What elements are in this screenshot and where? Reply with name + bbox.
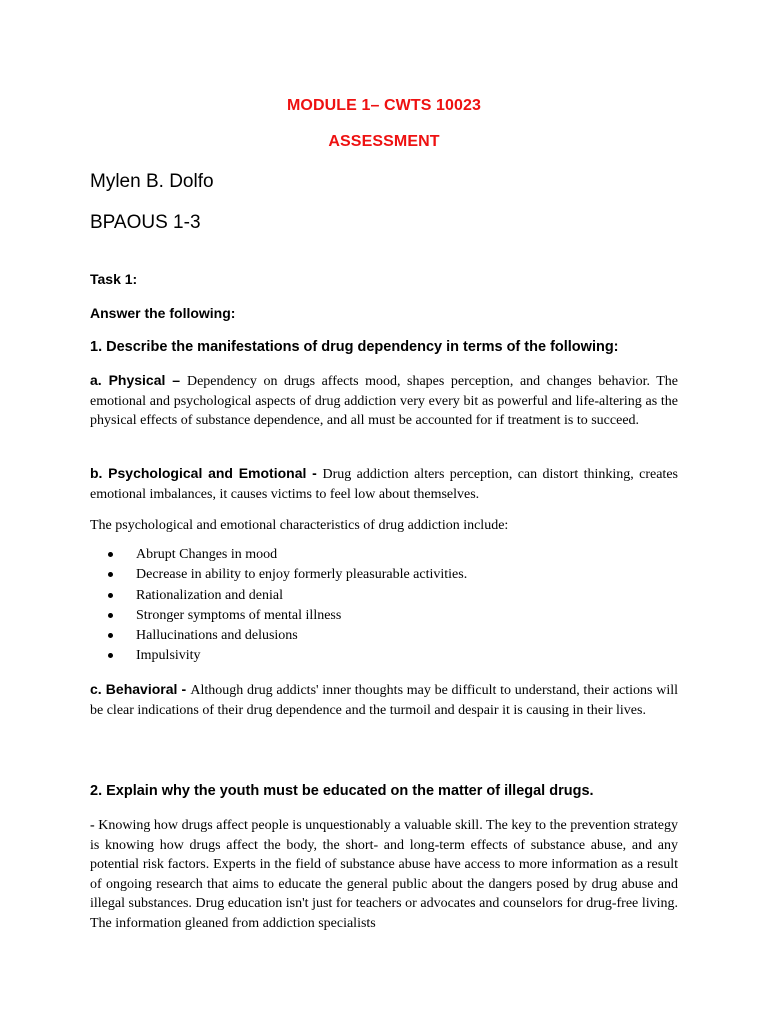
answer-a-body: Dependency on drugs affects mood, shapes perception, and changes behavior. The emotional and psychological aspects of drug addiction very every bit as powerful and life-altering as the physical effects of substance dependence, and all must be accounted for if treatment is to succeed. [90,374,678,428]
bullet-icon [108,572,113,577]
answer-b-body: Drug addiction alters perception, can distort thinking, creates emotional imbalances, it causes victims to feel low about themselves. [90,467,678,502]
list-item [136,646,467,666]
list-item-text: Impulsivity [136,648,201,664]
task-instruction: Answer the following: [90,305,236,321]
bullet-icon [108,633,113,638]
module-title: MODULE 1– CWTS 10023 [286,97,482,114]
list-item [136,606,467,626]
question-1: 1. Describe the manifestations of drug dependency in terms of the following: [90,339,619,355]
assessment-title: ASSESSMENT [328,133,440,150]
bullet-icon [108,552,113,557]
list-item [136,586,467,606]
list-item [136,565,467,585]
bullet-icon [108,653,113,658]
answer-b-lead: b. Psychological and Emotional - [90,465,323,481]
list-item-text: Rationalization and denial [136,587,283,603]
answer-a-lead: a. Physical – [90,372,187,388]
answer-c-behavioral [90,680,678,720]
answer-b-psychological [90,464,678,504]
answer-2 [90,816,678,934]
answer-c-lead: c. Behavioral - [90,681,191,697]
answer-c-body: Although drug addicts' inner thoughts may be difficult to understand, their actions will be clear indications of their drug dependence and the turmoil and despair it is causing in their lives. [90,683,679,718]
list-item [136,626,467,646]
list-item-text: Abrupt Changes in mood [136,547,278,562]
list-item-text: Stronger symptoms of mental illness [136,607,342,623]
answer-a-physical [90,371,678,431]
task-label: Task 1: [90,271,138,287]
bullet-icon [108,613,113,618]
list-item-text: Hallucinations and delusions [136,628,298,644]
answer-2-lead: - [90,818,99,833]
list-item-text: Decrease in ability to enjoy formerly pleasurable activities. [136,567,468,583]
question-2: 2. Explain why the youth must be educated on the matter of illegal drugs. [90,783,594,799]
bullet-icon [108,593,113,598]
answer-2-body: Knowing how drugs affect people is unquestionably a valuable skill. The key to the prevention strategy is knowing how drugs affect the body, the short- and long-term effects of substance abuse, and any potential risk factors. Experts in the field of substance abuse have access to more information as a result of ongoing research that aims to educate the general public about the dangers posed by drug abuse and illegal substances. Drug education isn't just for teachers or advocates and counselors for drug-free living. The information gleaned from addiction specialists [90,818,678,931]
characteristics-intro: The psychological and emotional characteristics of drug addiction include: [90,518,509,533]
list-item [136,545,467,565]
characteristics-list [90,545,467,667]
student-name: Mylen B. Dolfo [90,171,214,192]
student-section: BPAOUS 1-3 [90,212,201,233]
